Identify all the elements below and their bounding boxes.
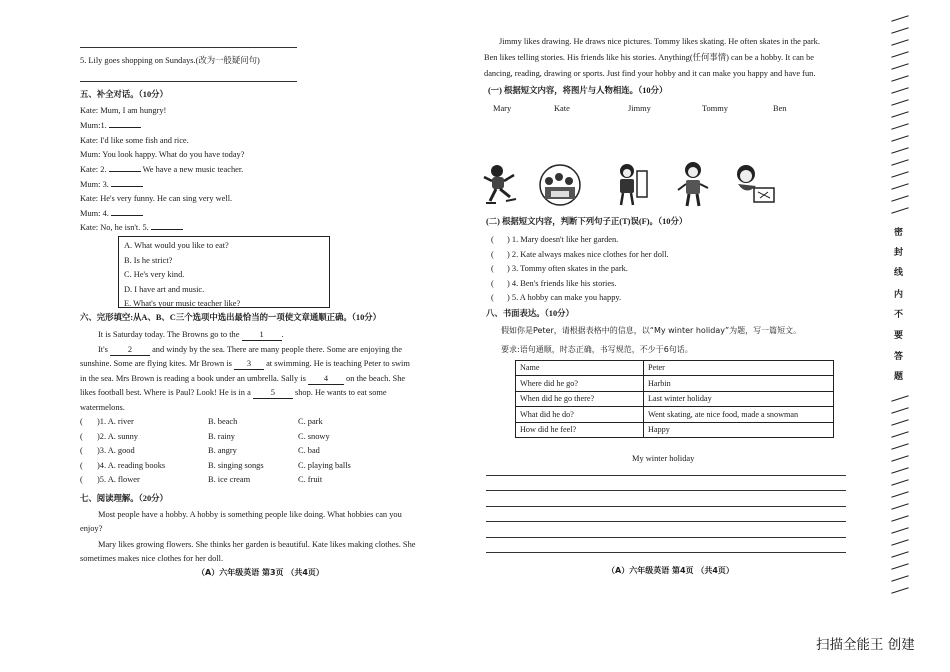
dialog-line: Mum: 3. (80, 180, 143, 190)
cloze-line: sunshine. Some are flying kites. Mr Brown is 3 at swimming. He is teaching Peter to swim (80, 359, 410, 368)
table-row (516, 407, 834, 422)
tf-statement: ) 4. Ben's friends like his stories. (507, 278, 617, 288)
dialog-line: Mum: You look happy. What do you have today? (80, 150, 245, 159)
option-item: C. He's very kind. (124, 270, 185, 280)
margin-dash (891, 51, 908, 58)
answer-paren[interactable]: ( (491, 293, 494, 302)
choice-b: B. rainy (208, 431, 235, 441)
margin-dash (891, 419, 908, 426)
margin-dash (891, 515, 908, 522)
answer-paren: ( (80, 460, 83, 470)
margin-dash (891, 15, 908, 22)
tf-statement: ) 1. Mary doesn't like her garden. (507, 235, 619, 244)
choice-c: C. park (298, 417, 323, 426)
answer-line-4 (80, 47, 297, 48)
section5-title: 五、补全对话。（10分） (80, 90, 168, 99)
reading-line: Most people have a hobby. A hobby is something people like doing. What hobbies can you (98, 510, 402, 519)
margin-dash (891, 207, 908, 214)
margin-dash (891, 587, 908, 594)
dialog-blank-2[interactable] (109, 171, 141, 172)
answer-paren[interactable]: ( (491, 278, 494, 288)
cloze-line: likes football best. Where is Paul? Look! He is in a 5 shop. He wants to eat some (80, 388, 387, 397)
dialog-blank-4[interactable] (111, 215, 143, 216)
margin-dash (891, 479, 908, 486)
table-cell: Name (516, 361, 644, 376)
dialog-blank-5[interactable] (151, 229, 183, 230)
dialog-blank-3[interactable] (111, 186, 143, 187)
name-mary[interactable]: Mary (493, 104, 512, 113)
sewing-picture[interactable] (730, 162, 778, 208)
page4-footer: （A）六年级英语 第4页 （共4页） (607, 566, 734, 575)
table-cell: Where did he go? (516, 376, 644, 391)
reading-line: enjoy? (80, 524, 103, 533)
table-row (516, 376, 834, 391)
writing-prompt: 假如你是Peter，请根据表格中的信息，以“My winter holiday”为题，写一篇短文。 (501, 326, 802, 335)
storytelling-picture[interactable] (537, 163, 583, 207)
section7-title: 七、阅读理解。（20分） (80, 494, 168, 503)
writing-line[interactable] (486, 475, 846, 476)
section6-title: 六、完形填空:从A、B、C三个选项中选出最恰当的一项使文章通顺正确。（10分） (80, 313, 382, 322)
answer-paren[interactable]: ( (491, 235, 494, 244)
margin-dash (891, 575, 908, 582)
margin-dash (891, 563, 908, 570)
choice-b: B. ice cream (208, 475, 251, 484)
choice-c: C. fruit (298, 475, 323, 484)
answer-line-5 (80, 81, 297, 82)
reading-line: sometimes makes nice clothes for her doll. (80, 554, 224, 563)
margin-dash (891, 147, 908, 154)
margin-dash (891, 123, 908, 130)
dialog-line: Mum: 4. (80, 209, 143, 219)
page3-footer: （A）六年级英语 第3页 （共4页） (197, 568, 324, 577)
margin-dash (891, 183, 908, 190)
table-cell: Went skating, ate nice food, made a snowman (644, 407, 834, 422)
margin-dash (891, 99, 908, 106)
table-cell: Peter (644, 361, 834, 376)
answer-paren: ( (80, 446, 83, 455)
name-kate[interactable]: Kate (554, 104, 570, 113)
margin-dash (891, 111, 908, 118)
option-item: B. Is he strict? (124, 255, 173, 265)
drawing-picture[interactable] (611, 161, 651, 209)
margin-dash (891, 75, 908, 82)
margin-dash (891, 527, 908, 534)
writing-requirements: 要求:语句通顺，时态正确，书写规范，不少于6句话。 (501, 345, 693, 354)
cloze-blank-2[interactable]: 2 (110, 345, 150, 356)
margin-char: 内 (894, 290, 904, 300)
scanner-watermark: 扫描全能王 创建 (816, 637, 915, 653)
table-row (516, 391, 834, 406)
margin-dash (891, 135, 908, 142)
choice-a: )2. A. sunny (97, 431, 138, 441)
answer-paren: ( (80, 417, 83, 426)
margin-dash (891, 407, 908, 414)
table-cell: How did he feel? (516, 422, 644, 437)
margin-dash (891, 395, 908, 402)
cloze-blank-5[interactable]: 5 (253, 388, 293, 399)
name-jimmy[interactable]: Jimmy (628, 104, 651, 113)
table-cell: When did he go there? (516, 391, 644, 406)
dialog-line: Mum:1. (80, 121, 141, 131)
dialog-options-box (118, 236, 330, 308)
reading-line: Mary likes growing flowers. She thinks her garden is beautiful. Kate likes making clothes. She (98, 540, 416, 549)
q5-text: 5. Lily goes shopping on Sundays.(改为一般疑问句) (80, 56, 260, 65)
tf-title: (二) 根据短文内容，判断下列句子正(T)误(F)。（10分） (486, 217, 688, 226)
margin-dash (891, 491, 908, 498)
margin-dash (891, 551, 908, 558)
table-cell: What did he do? (516, 407, 644, 422)
table-row (516, 422, 834, 437)
dialog-line: Kate: I'd like some fish and rice. (80, 136, 189, 145)
margin-char: 题 (894, 372, 904, 382)
choice-c: C. snowy (298, 431, 330, 441)
table-cell: Last winter holiday (644, 391, 834, 406)
cloze-line: It is Saturday today. The Browns go to the 1 . (98, 330, 284, 339)
reading-line: Ben likes telling stories. His friends like his stories. Anything(任何事情) can be a hobby. It can be (484, 53, 814, 62)
name-ben[interactable]: Ben (773, 104, 787, 113)
cloze-line: watermelons. (80, 403, 125, 412)
margin-dash (891, 63, 908, 70)
margin-dash (891, 195, 908, 202)
answer-paren: ( (80, 475, 83, 484)
answer-paren[interactable]: ( (491, 249, 494, 259)
margin-dash (891, 467, 908, 474)
info-table (515, 360, 834, 438)
choice-a: )5. A. flower (97, 475, 140, 484)
answer-paren: ( (80, 431, 83, 441)
choice-b: B. beach (208, 417, 238, 426)
cloze-line: in the sea. Mrs Brown is reading a book under an umbrella. Sally is 4 on the beach. She (80, 374, 406, 383)
dialog-line: Kate: Mum, I am hungry! (80, 106, 167, 115)
margin-dash (891, 39, 908, 46)
choice-b: B. singing songs (208, 460, 264, 470)
writing-line[interactable] (486, 552, 846, 553)
option-item: E. What's your music teacher like? (124, 299, 241, 309)
tf-statement: ) 2. Kate always makes nice clothes for her doll. (507, 249, 669, 259)
table-row (516, 361, 834, 376)
cloze-line: It's 2 and windy by the sea. There are many people there. Some are enjoying the (98, 345, 402, 354)
margin-dash (891, 503, 908, 510)
writing-line[interactable] (486, 506, 846, 507)
margin-char: 答 (894, 352, 904, 362)
option-item: D. I have art and music. (124, 284, 205, 294)
flower-picture[interactable] (676, 160, 710, 208)
essay-title: My winter holiday (632, 454, 695, 463)
tf-statement: ) 5. A hobby can make you happy. (507, 293, 622, 302)
match-title: (一) 根据短文内容，将图片与人物相连。（10分） (488, 86, 668, 95)
answer-paren[interactable]: ( (491, 264, 494, 273)
table-cell: Harbin (644, 376, 834, 391)
section8-title: 八、书面表达。（10分） (486, 309, 574, 318)
choice-a: )4. A. reading books (97, 460, 166, 470)
margin-dash (891, 159, 908, 166)
tf-statement: ) 3. Tommy often skates in the park. (507, 264, 628, 273)
cloze-blank-3[interactable]: 3 (234, 359, 264, 370)
name-tommy[interactable]: Tommy (702, 104, 728, 113)
margin-char: 线 (894, 268, 904, 278)
margin-char: 密 (894, 228, 904, 238)
writing-line[interactable] (486, 490, 846, 491)
margin-char: 封 (894, 248, 904, 258)
margin-dash (891, 455, 908, 462)
writing-line[interactable] (486, 537, 846, 538)
dialog-blank-1[interactable] (109, 127, 141, 128)
writing-line[interactable] (486, 521, 846, 522)
margin-char: 不 (894, 310, 904, 320)
margin-dash (891, 27, 908, 34)
dialog-line: Kate: 2. We have a new music teacher. (80, 165, 244, 174)
margin-dash (891, 431, 908, 438)
skating-picture[interactable] (482, 163, 524, 209)
dialog-line: Kate: No, he isn't. 5. (80, 223, 183, 233)
choice-b: B. angry (208, 446, 237, 455)
reading-line: Jimmy likes drawing. He draws nice pictures. Tommy likes skating. He often skates in the park. (499, 37, 820, 46)
table-cell: Happy (644, 422, 834, 437)
margin-dash (891, 87, 908, 94)
option-item: A. What would you like to eat? (124, 241, 229, 250)
margin-char: 要 (894, 331, 904, 341)
margin-dash (891, 443, 908, 450)
margin-dash (891, 539, 908, 546)
choice-c: C. bad (298, 446, 320, 455)
cloze-blank-4[interactable]: 4 (308, 374, 344, 385)
choice-a: )1. A. river (97, 417, 134, 426)
margin-dash (891, 171, 908, 178)
reading-line: dancing, reading, drawing or sports. Just find your hobby and it can make you happy and have fun. (484, 69, 816, 78)
cloze-blank-1[interactable]: 1 (242, 330, 282, 341)
choice-a: )3. A. good (97, 446, 135, 455)
choice-c: C. playing balls (298, 460, 351, 470)
dialog-line: Kate: He's very funny. He can sing very well. (80, 194, 233, 203)
